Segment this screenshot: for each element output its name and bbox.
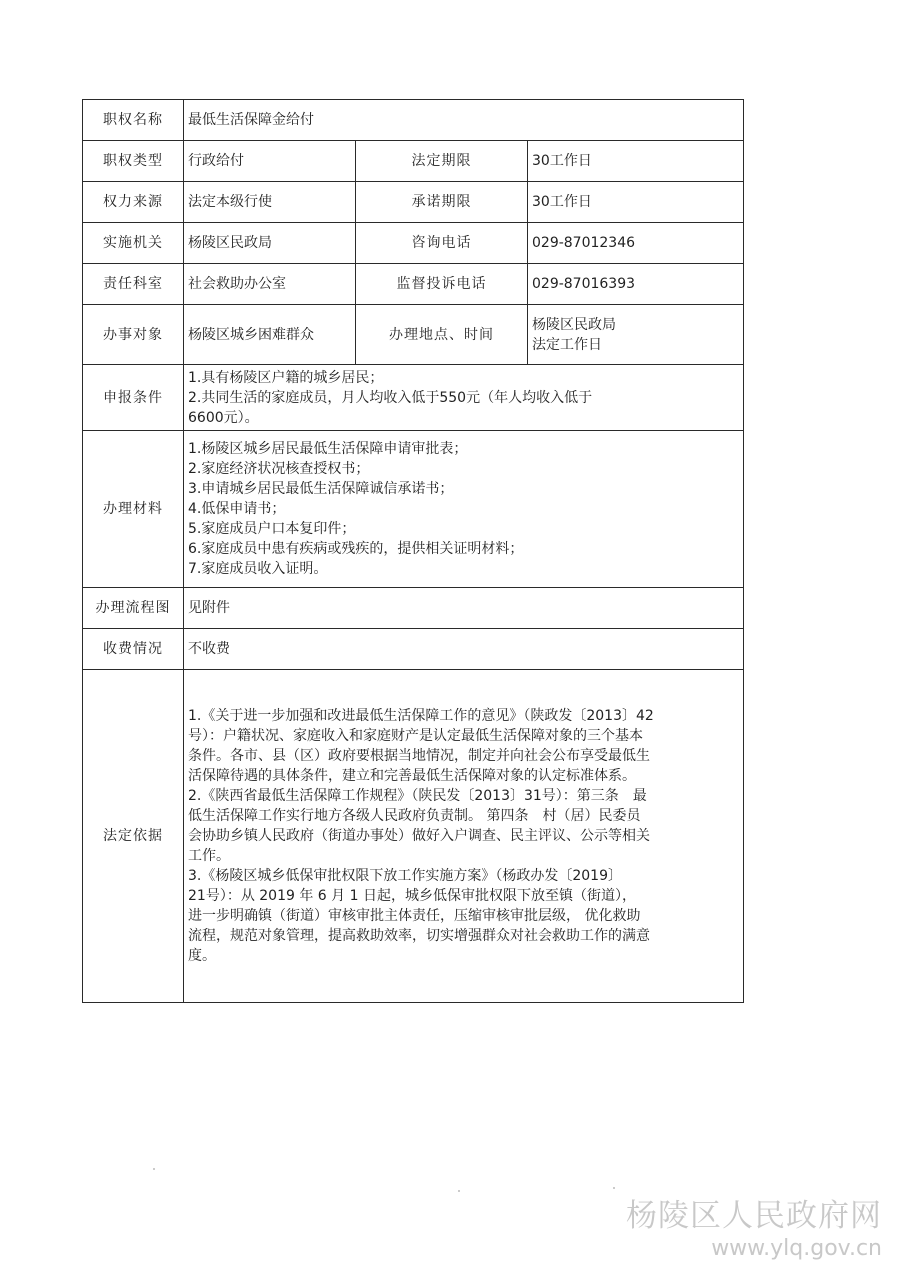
value-flowchart: 见附件: [184, 588, 744, 629]
value-promised-period: 30工作日: [528, 182, 744, 223]
value-fees: 不收费: [184, 629, 744, 670]
label-basis: 法定依据: [83, 670, 184, 1003]
condition-line: 1.具有杨陵区户籍的城乡居民；: [188, 369, 384, 386]
basis-line: 进一步明确镇（街道）审核审批主体责任，压缩审核审批层级， 优化救助: [188, 908, 641, 924]
label-dept: 责任科室: [83, 264, 184, 305]
label-consult-phone: 咨询电话: [356, 223, 528, 264]
row-basis: [83, 670, 744, 1003]
material-line: 6.家庭成员中患有疾病或残疾的，提供相关证明材料；: [188, 541, 524, 557]
row-flowchart: [83, 588, 744, 629]
location-line: 杨陵区民政局: [532, 316, 616, 333]
material-line: 4.低保申请书；: [188, 501, 286, 517]
label-materials: 办理材料: [83, 431, 184, 588]
value-basis: [184, 670, 744, 1003]
site-watermark: [626, 1197, 882, 1263]
value-power-name: 最低生活保障金给付: [184, 100, 744, 141]
basis-line: 21号）：从 2019 年 6 月 1 日起，城乡低保审批权限下放至镇（街道），: [188, 888, 636, 904]
label-agency: 实施机关: [83, 223, 184, 264]
basis-line: 3.《杨陵区城乡低保审批权限下放工作实施方案》（杨政办发〔2019〕: [188, 868, 622, 884]
value-power-type: 行政给付: [184, 141, 356, 182]
condition-line: 6600元）。: [188, 409, 259, 426]
basis-line: 活保障待遇的具体条件，建立和完善最低生活保障对象的认定标准体系。: [188, 768, 636, 784]
row-conditions: [83, 365, 744, 431]
value-power-source: 法定本级行使: [184, 182, 356, 223]
row-target: [83, 305, 744, 365]
watermark-url: www.ylq.gov.cn: [711, 1236, 882, 1261]
row-power-name: [83, 100, 744, 141]
row-agency: [83, 223, 744, 264]
material-line: 2.家庭经济状况核查授权书；: [188, 461, 370, 477]
basis-line: 低生活保障工作实行地方各级人民政府负责制。 第四条 村（居）民委员: [188, 808, 641, 824]
basis-line: 1.《关于进一步加强和改进最低生活保障工作的意见》（陕政发〔2013〕42: [188, 708, 654, 724]
value-legal-period: 30工作日: [528, 141, 744, 182]
condition-line: 2.共同生活的家庭成员，月人均收入低于550元（年人均收入低于: [188, 389, 593, 406]
label-flowchart: 办理流程图: [83, 588, 184, 629]
time-line: 法定工作日: [532, 336, 602, 353]
value-agency: 杨陵区民政局: [184, 223, 356, 264]
material-line: 7.家庭成员收入证明。: [188, 561, 328, 577]
value-location-time: [528, 305, 744, 365]
row-materials: [83, 431, 744, 588]
basis-line: 流程，规范对象管理，提高救助效率，切实增强群众对社会救助工作的满意: [188, 928, 650, 944]
material-line: 5.家庭成员户口本复印件；: [188, 521, 356, 537]
basis-line: 条件。各市、县（区）政府要根据当地情况，制定并向社会公布享受最低生: [188, 748, 650, 764]
watermark-site-name: 杨陵区人民政府网: [626, 1198, 882, 1234]
row-power-source: [83, 182, 744, 223]
label-complaint-phone: 监督投诉电话: [356, 264, 528, 305]
basis-line: 工作。: [188, 848, 230, 864]
basis-line: 度。: [188, 948, 216, 964]
value-consult-phone: 029-87012346: [528, 223, 744, 264]
value-target: 杨陵区城乡困难群众: [184, 305, 356, 365]
material-line: 1.杨陵区城乡居民最低生活保障申请审批表；: [188, 441, 468, 457]
label-conditions: 申报条件: [83, 365, 184, 431]
label-location-time: 办理地点、时间: [356, 305, 528, 365]
label-power-name: 职权名称: [83, 100, 184, 141]
label-power-type: 职权类型: [83, 141, 184, 182]
label-fees: 收费情况: [83, 629, 184, 670]
label-target: 办事对象: [83, 305, 184, 365]
material-line: 3.申请城乡居民最低生活保障诚信承诺书；: [188, 481, 454, 497]
basis-line: 号）：户籍状况、家庭收入和家庭财产是认定最低生活保障对象的三个基本: [188, 728, 643, 744]
row-power-type: [83, 141, 744, 182]
value-dept: 社会救助办公室: [184, 264, 356, 305]
basis-line: 会协助乡镇人民政府（街道办事处）做好入户调查、民主评议、公示等相关: [188, 828, 650, 844]
basis-line: 2.《陕西省最低生活保障工作规程》（陕民发〔2013〕31号）：第三条 最: [188, 788, 647, 804]
row-dept: [83, 264, 744, 305]
value-conditions: [184, 365, 744, 431]
label-promised-period: 承诺期限: [356, 182, 528, 223]
row-fees: [83, 629, 744, 670]
value-materials: [184, 431, 744, 588]
label-power-source: 权力来源: [83, 182, 184, 223]
value-complaint-phone: 029-87016393: [528, 264, 744, 305]
label-legal-period: 法定期限: [356, 141, 528, 182]
power-info-table: [82, 99, 744, 1003]
